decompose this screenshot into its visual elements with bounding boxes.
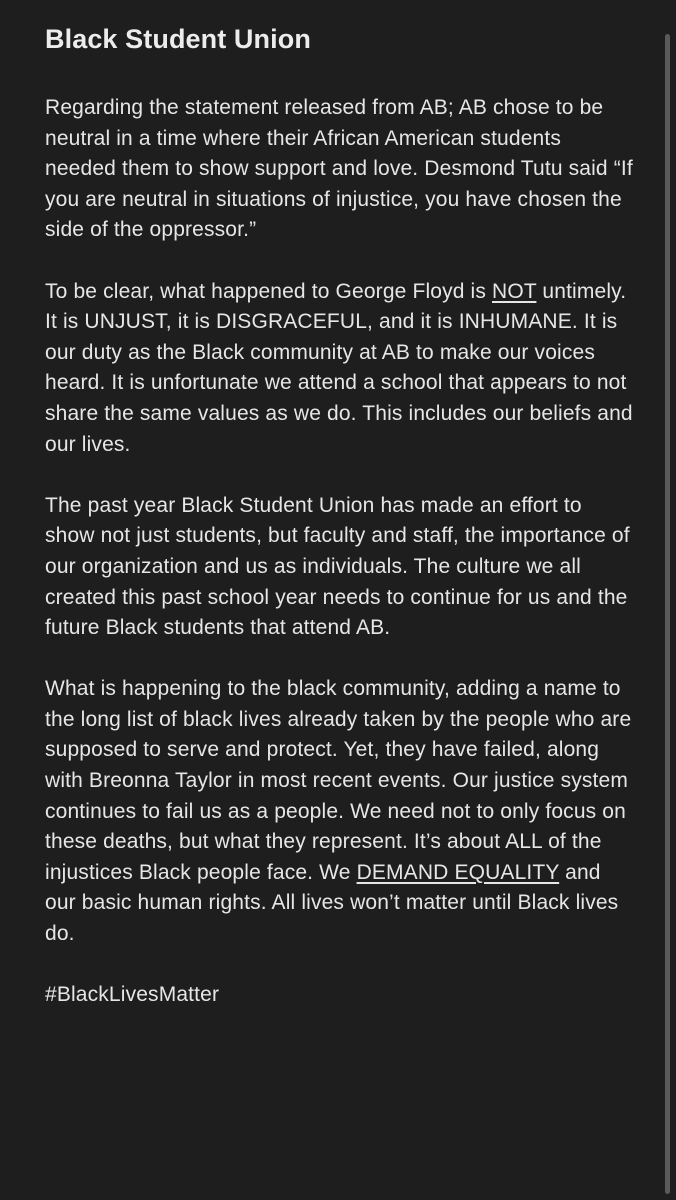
paragraph-past-year: The past year Black Student Union has made an effort to show not just students, but faculty and staff, the importance of our organization and us as individuals. The culture we all created this past school year needs to continue for us and the future Black students that attend AB. [45,493,630,640]
text-segment: and our basic human rights. All lives won’t matter until Black lives do. [45,860,619,946]
text-segment: What is happening to the black community, adding a name to the long list of black lives already taken by the people who are supposed to serve and protect. Yet, they have failed, along with Breonna Taylor in most recent events. Our justice system continues to fail us as a people. We need not to only focus on these deaths, but what they represent. It’s about ALL of the injustices Black people face. We [45,677,632,884]
note-title: Black Student Union [45,24,311,54]
paragraph-black-community [45,674,636,949]
note-body[interactable] [45,93,636,1011]
paragraph-statement: Regarding the statement released from AB; AB chose to be neutral in a time where their African American students needed them to show support and love. Desmond Tutu said “If you are neutral in situations of injustice, you have chosen the side of the oppressor.” [45,96,633,242]
text-segment: untimely. It is UNJUST, it is DISGRACEFUL, and it is INHUMANE. It is our duty as the Black community at AB to make our voices heard. It is unfortunate we attend a school that appears to not share the same values as we do. This includes our beliefs and our lives. [45,279,633,456]
underlined-text: DEMAND EQUALITY [356,860,560,884]
underlined-text: NOT [492,279,537,303]
hashtag: #BlackLivesMatter [45,983,220,1007]
scrollbar[interactable] [665,34,670,1194]
text-segment: To be clear, what happened to George Floyd is [45,279,493,303]
paragraph-george-floyd [45,277,636,461]
